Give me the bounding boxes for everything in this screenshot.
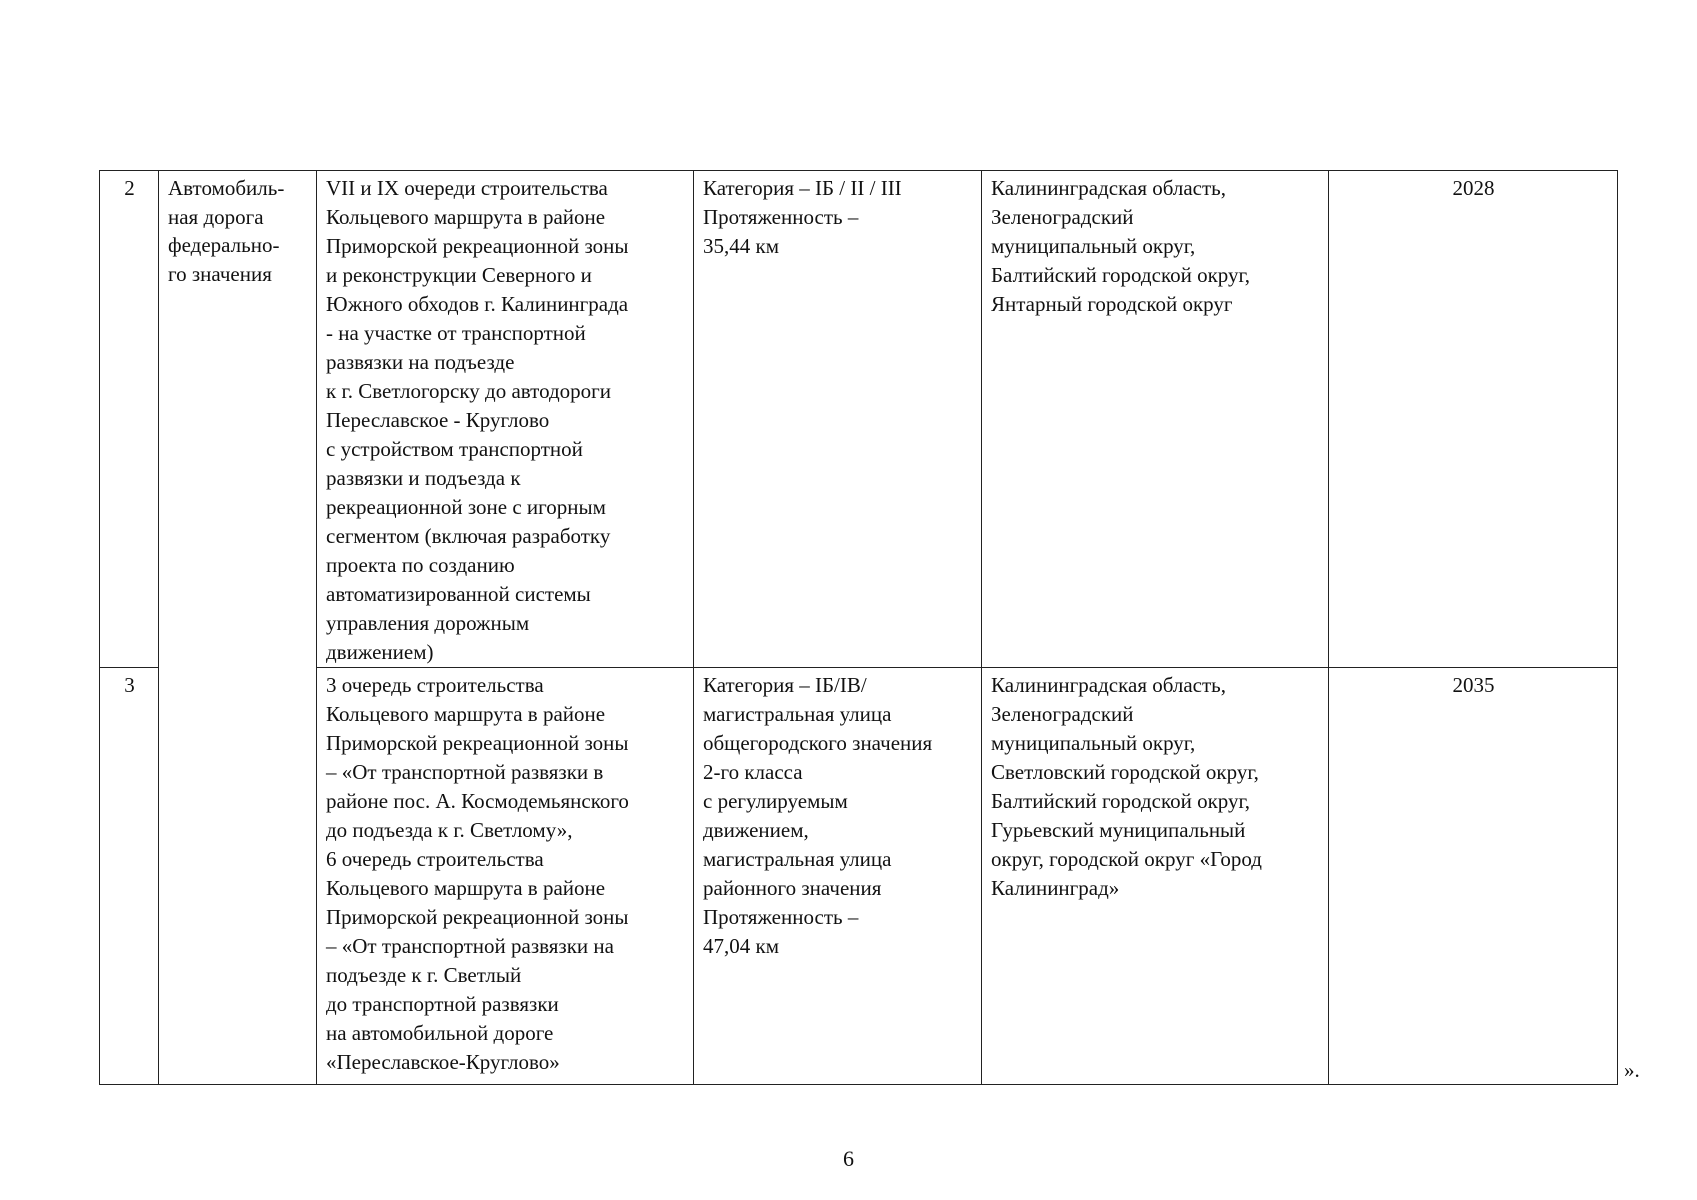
object-location: Калининградская область, Зеленоградский муниципальный округ, Светловский городской округ, Балтийский городской округ, Гурьевский муниципальный округ, городской округ «Город Калининград»: [982, 668, 1329, 1085]
object-location: Калининградская область, Зеленоградский муниципальный округ, Балтийский городской округ, Янтарный городской округ: [982, 171, 1329, 668]
page-number: 6: [843, 1146, 854, 1171]
completion-year: 2035: [1329, 668, 1618, 1085]
road-type-cell: Автомобиль- ная дорога федерально- го значения: [159, 171, 317, 1085]
object-characteristics: Категория – IБ / II / III Протяженность – 35,44 км: [694, 171, 982, 668]
object-characteristics: Категория – IБ/IВ/ магистральная улица общегородского значения 2-го класса с регулируемым движением, магистральная улица районного значения Протяженность – 47,04 км: [694, 668, 982, 1085]
table-row: [100, 171, 1618, 668]
row-number: 3: [100, 668, 159, 1085]
table-row: [100, 668, 1618, 1085]
object-description: 3 очередь строительства Кольцевого маршрута в районе Приморской рекреационной зоны – «От транспортной развязки в районе пос. А. Космодемьянского до подъезда к г. Светлому», 6 очередь строительства Кольцевого маршрута в районе Приморской рекреационной зоны – «От транспортной развязки на подъезде к г. Светлый до транспортной развязки на автомобильной дороге «Переславское-Круглово»: [317, 668, 694, 1085]
completion-year: 2028: [1329, 171, 1618, 668]
row-number: 2: [100, 171, 159, 668]
closing-quote-mark: ».: [1624, 1058, 1640, 1082]
objects-table: [99, 170, 1618, 1085]
object-description: VII и IX очереди строительства Кольцевого маршрута в районе Приморской рекреационной зоны и реконструкции Северного и Южного обходов г. Калининграда - на участке от транспортной развязки на подъезде к г. Светлогорску до автодороги Переславское - Круглово с устройством транспортной развязки и подъезда к рекреационной зоне с игорным сегментом (включая разработку проекта по созданию автоматизированной системы управления дорожным движением): [317, 171, 694, 668]
